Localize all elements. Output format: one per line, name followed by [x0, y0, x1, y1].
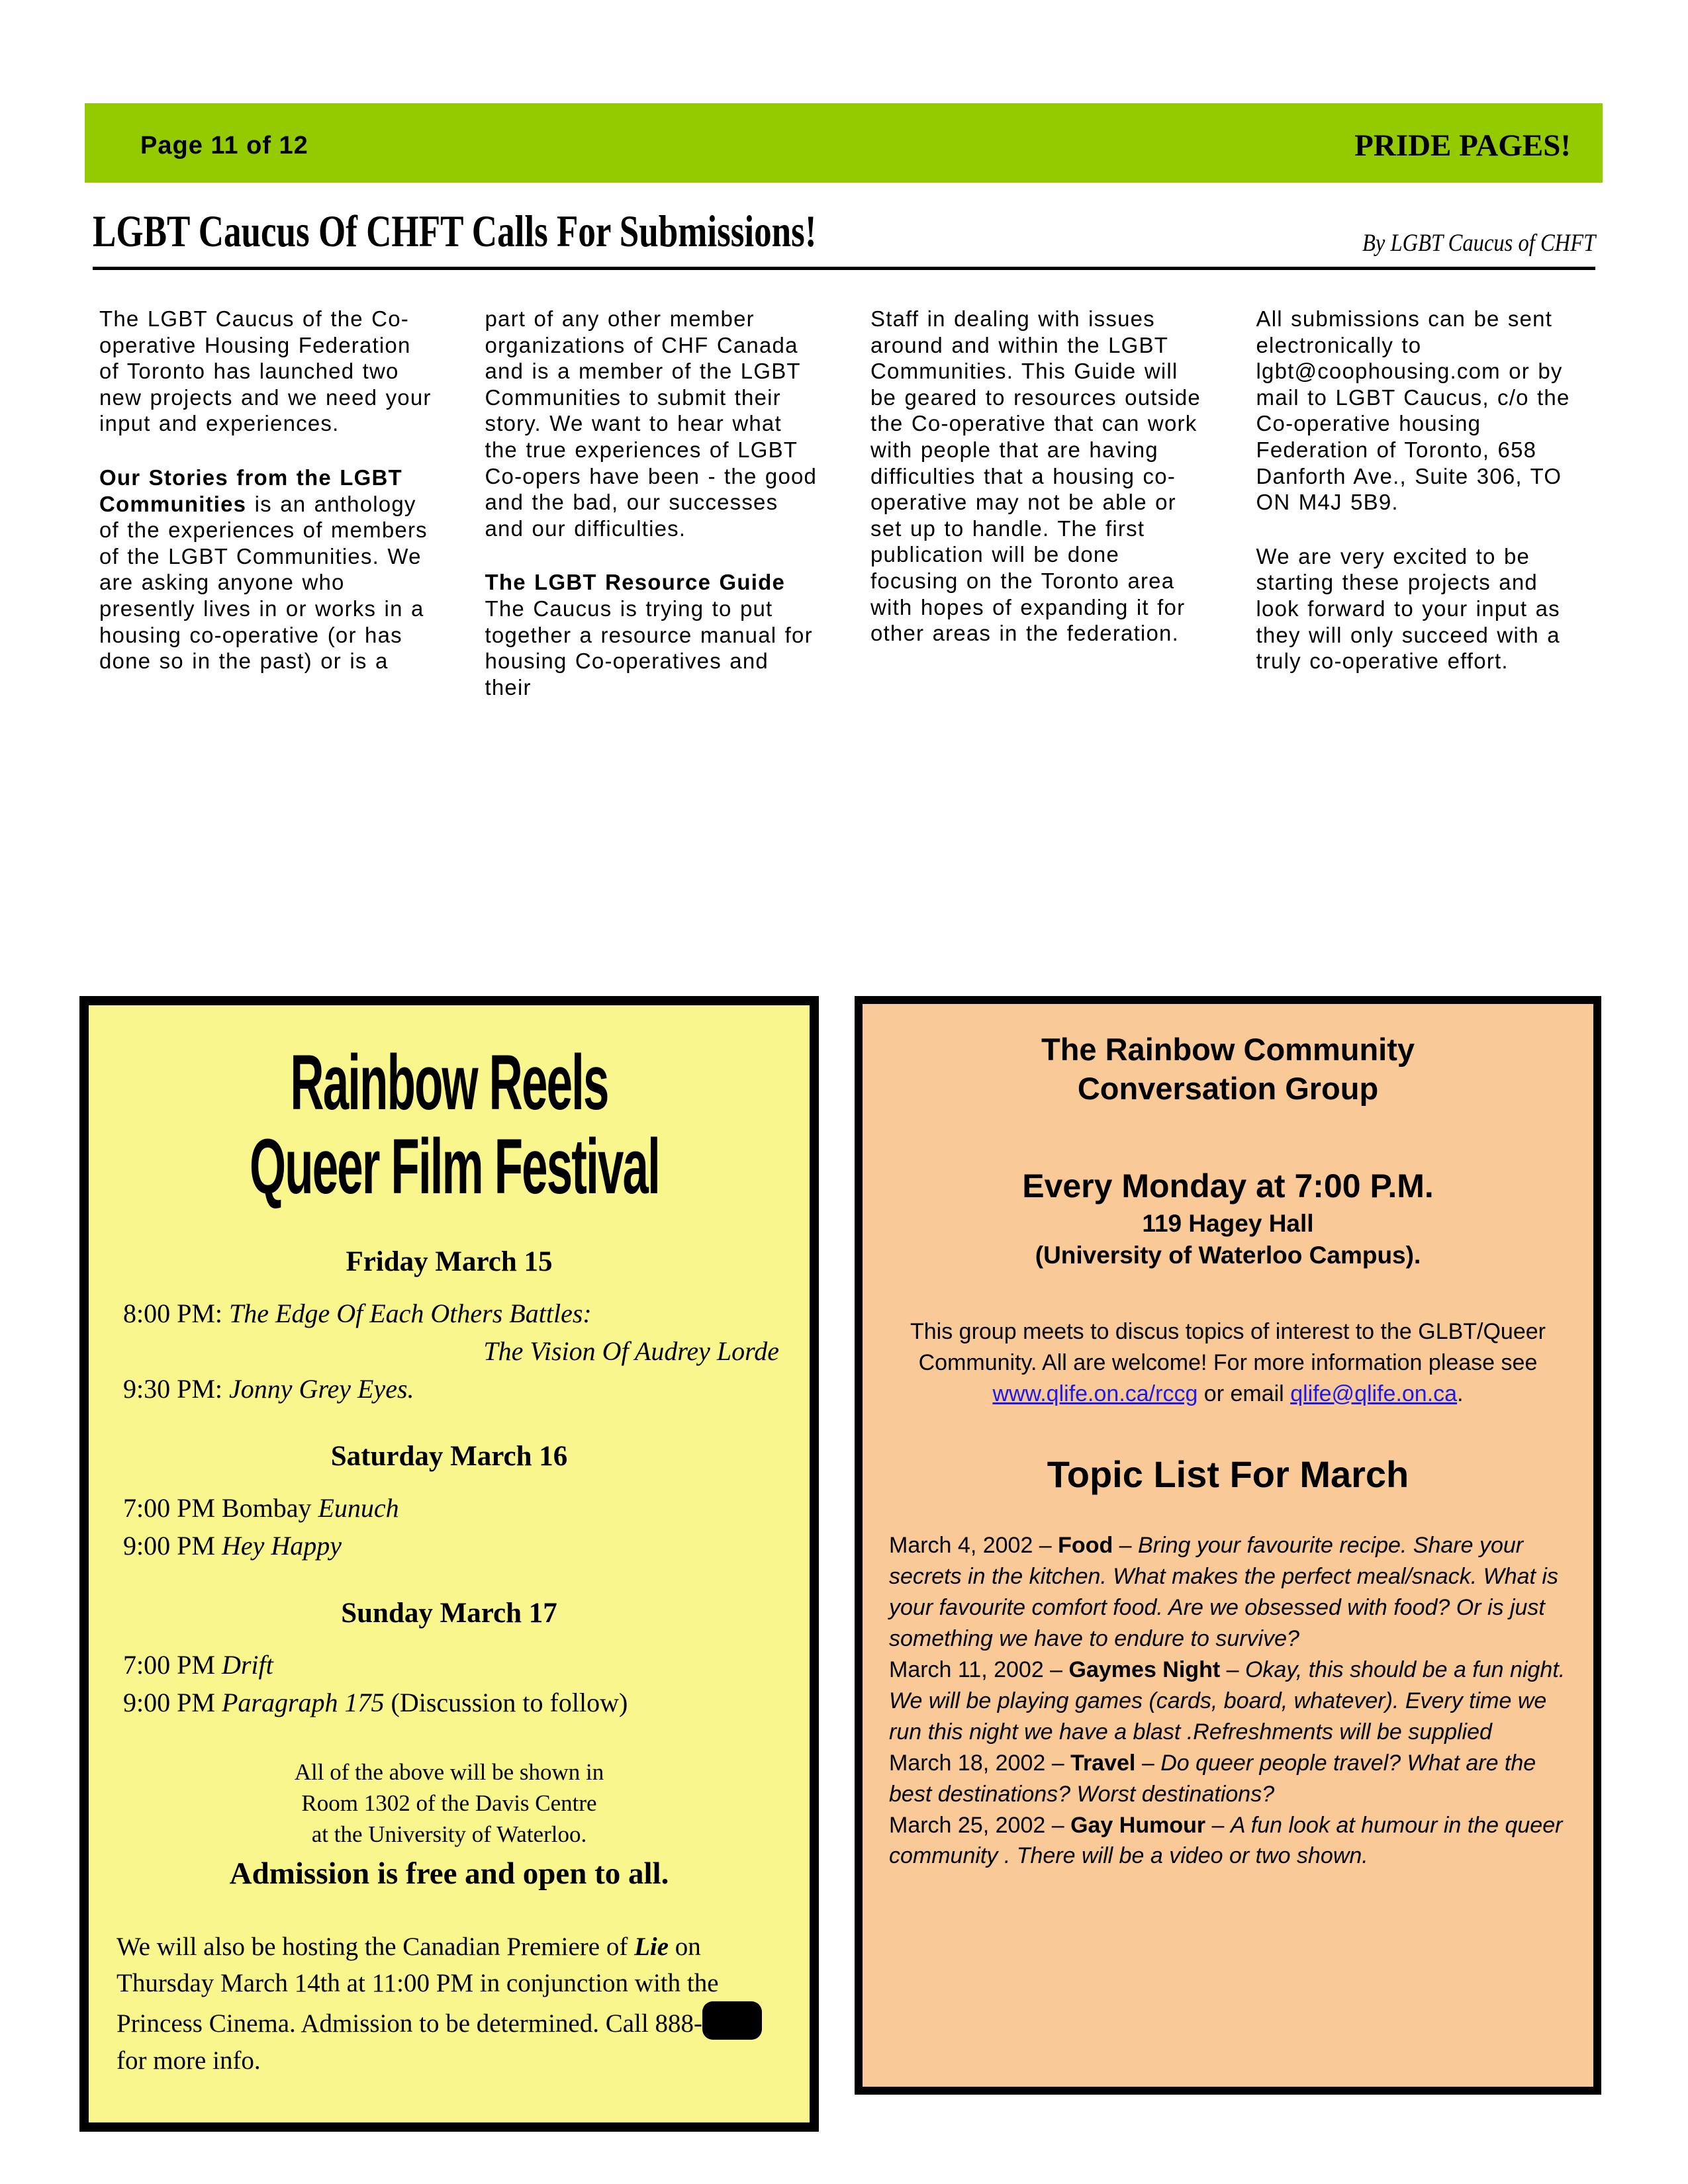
meeting-location: [889, 1208, 1567, 1271]
festival-schedule-line: [117, 1336, 782, 1367]
festival-title: [117, 1041, 782, 1210]
festival-schedule-line: [117, 1492, 782, 1524]
article-paragraph: Our Stories from the LGBT Communities is an anthology of the experiences of members of the LGBT Communities. We are asking anyone who presently lives in or works in a housing co-operative (or has done so in the past) or is a: [99, 465, 428, 674]
festival-schedule-line: [117, 1298, 782, 1329]
text-run: March 18, 2002 –: [889, 1750, 1071, 1776]
text-run: Bring your favourite recipe. Share your secrets in the kitchen. What makes the perfect meal/snack. What is your favourite comfort food. Are we obsessed with food? Or is just something we have to endure to survive?: [889, 1533, 1558, 1652]
festival-schedule-line: [117, 1687, 782, 1718]
topic-item: [889, 1810, 1567, 1872]
topics-heading: Topic List For March: [1047, 1453, 1409, 1496]
article-columns: [99, 306, 1589, 728]
article-paragraph: part of any other member organizations of CHF Canada and is a member of the LGBT Communities to submit their story. We want to hear what the true experiences of LGBT Co-opers have been - the good and the bad, our successes and our difficulties.: [485, 306, 818, 541]
text-run: March 4, 2002 –: [889, 1533, 1058, 1559]
text-run: 7:00 PM: [123, 1649, 222, 1680]
text-run: –: [1205, 1812, 1231, 1838]
article-column: [870, 306, 1203, 728]
text-run: 9:00 PM: [123, 1530, 222, 1561]
festival-box: [79, 996, 819, 2132]
topic-list: [889, 1530, 1567, 1872]
paragraph-bold-lead: The LGBT Resource Guide: [485, 570, 785, 595]
festival-day-heading: Saturday March 16: [330, 1440, 568, 1472]
text-run: Food: [1058, 1533, 1113, 1559]
article-paragraph: We are very excited to be starting these projects and look forward to your input as they will only succeed with a truly co-operative effort.: [1256, 543, 1560, 674]
text-run: Hey Happy: [221, 1530, 342, 1561]
header-bar: [85, 103, 1603, 183]
text-run: This group meets to discus topics of interest to the GLBT/Queer Community. All are welcome! For more information please see: [910, 1318, 1546, 1375]
article-paragraph: Staff in dealing with issues around and within the LGBT Communities. This Guide will be geared to resources outside the Co-operative that can work with people that are having difficulties that a housing co-operative may not be able or set up to handle. The first publication will be done focusing on the Toronto area with hopes of expanding it for other areas in the federation.: [870, 306, 1201, 646]
festival-day-heading: Sunday March 17: [341, 1597, 557, 1629]
phone-redaction: [702, 2001, 762, 2040]
article-paragraph: The LGBT Resource Guide The Caucus is trying to put together a resource manual for housing Co-operatives and their: [485, 570, 813, 700]
meeting-time: Every Monday at 7:00 P.M.: [1022, 1167, 1434, 1205]
headline-row: [93, 205, 1595, 270]
page-number-label: Page 11 of 12: [140, 131, 308, 159]
email-link[interactable]: qlife@qlife.on.ca: [1290, 1381, 1458, 1406]
meeting-location-line-1: 119 Hagey Hall: [1142, 1209, 1314, 1237]
conversation-title: [889, 1030, 1567, 1109]
conversation-intro: [889, 1316, 1567, 1410]
text-run: 8:00 PM:: [123, 1298, 230, 1328]
topic-item: [889, 1748, 1567, 1810]
festival-title-line-2: Queer Film Festival: [250, 1123, 659, 1211]
premiere-note: [117, 1929, 782, 2079]
text-run: March 11, 2002 –: [889, 1657, 1069, 1683]
venue-note: [117, 1756, 782, 1850]
article-column: [99, 306, 432, 728]
festival-title-line-1: Rainbow Reels: [290, 1039, 608, 1126]
text-run: for more info.: [117, 2046, 261, 2075]
text-run: Drift: [221, 1649, 273, 1680]
text-run: Eunuch: [318, 1492, 399, 1523]
conversation-title-line-2: Conversation Group: [1077, 1070, 1379, 1106]
article-headline: LGBT Caucus Of CHFT Calls For Submissions!: [93, 206, 817, 256]
admission-note: Admission is free and open to all.: [229, 1856, 669, 1891]
festival-schedule-line: [117, 1649, 782, 1680]
festival-schedule: [117, 1246, 782, 1718]
festival-schedule-line: [117, 1530, 782, 1561]
text-run: Lie: [634, 1932, 669, 1961]
text-run: Jonny Grey Eyes.: [229, 1373, 414, 1404]
text-run: .: [1457, 1381, 1464, 1406]
venue-line: All of the above will be shown in: [294, 1758, 604, 1785]
text-run: The Edge Of Each Others Battles:: [229, 1298, 592, 1328]
article-byline: By LGBT Caucus of CHFT: [1362, 230, 1595, 257]
text-run: We will also be hosting the Canadian Premiere of: [117, 1932, 635, 1961]
conversation-box: [855, 996, 1601, 2095]
text-run: Do queer people travel? What are the best destinations? Worst destinations?: [889, 1750, 1536, 1807]
topic-item: [889, 1655, 1567, 1748]
text-run: –: [1135, 1750, 1161, 1776]
text-run: or email: [1197, 1381, 1291, 1406]
text-run: –: [1113, 1533, 1139, 1559]
topic-item: [889, 1530, 1567, 1655]
text-run: 9:30 PM:: [123, 1373, 230, 1404]
conversation-title-line-1: The Rainbow Community: [1041, 1032, 1415, 1067]
text-run: Paragraph 175: [221, 1687, 385, 1717]
meeting-location-line-2: (University of Waterloo Campus).: [1035, 1241, 1421, 1269]
text-run: –: [1220, 1657, 1245, 1683]
festival-day-heading: Friday March 15: [346, 1246, 553, 1277]
text-run: Gay Humour: [1070, 1812, 1206, 1838]
venue-line: Room 1302 of the Davis Centre: [301, 1790, 597, 1817]
brand-title: PRIDE PAGES!: [1354, 128, 1571, 163]
text-run: March 25, 2002 –: [889, 1812, 1071, 1838]
article-column: [485, 306, 818, 728]
text-run: Travel: [1070, 1750, 1136, 1776]
venue-line: at the University of Waterloo.: [311, 1821, 587, 1848]
text-run: The Vision Of Audrey Lorde: [483, 1336, 779, 1366]
text-run: Okay, this should be a fun night. We will be playing games (cards, board, whatever). Every time we run this night we have a blast .Refreshments will be supplied: [889, 1657, 1566, 1745]
text-run: 9:00 PM: [123, 1687, 222, 1717]
text-run: 7:00 PM Bombay: [123, 1492, 318, 1523]
text-run: (Discussion to follow): [384, 1687, 628, 1717]
text-run: Gaymes Night: [1068, 1657, 1221, 1683]
text-run: A fun look at humour in the queer community . There will be a video or two shown.: [889, 1812, 1563, 1869]
article-paragraph: The LGBT Caucus of the Co-operative Housing Federation of Toronto has launched two new projects and we need your input and experiences.: [99, 306, 432, 436]
paragraph-bold-lead: Our Stories from the LGBT Communities: [99, 465, 402, 516]
article-column: [1256, 306, 1589, 728]
text-run: on Thursday March 14th at 11:00 PM in conjunction with the Princess Cinema. Admission to be determined. Call 888-: [117, 1932, 719, 2038]
festival-schedule-line: [117, 1373, 782, 1404]
article-paragraph: All submissions can be sent electronically to lgbt@coophousing.com or by mail to LGBT Caucus, c/o the Co-operative housing Federation of Toronto, 658 Danforth Ave., Suite 306, TO ON M4J 5B9.: [1256, 306, 1570, 515]
rccg-link[interactable]: www.qlife.on.ca/rccg: [992, 1381, 1198, 1406]
